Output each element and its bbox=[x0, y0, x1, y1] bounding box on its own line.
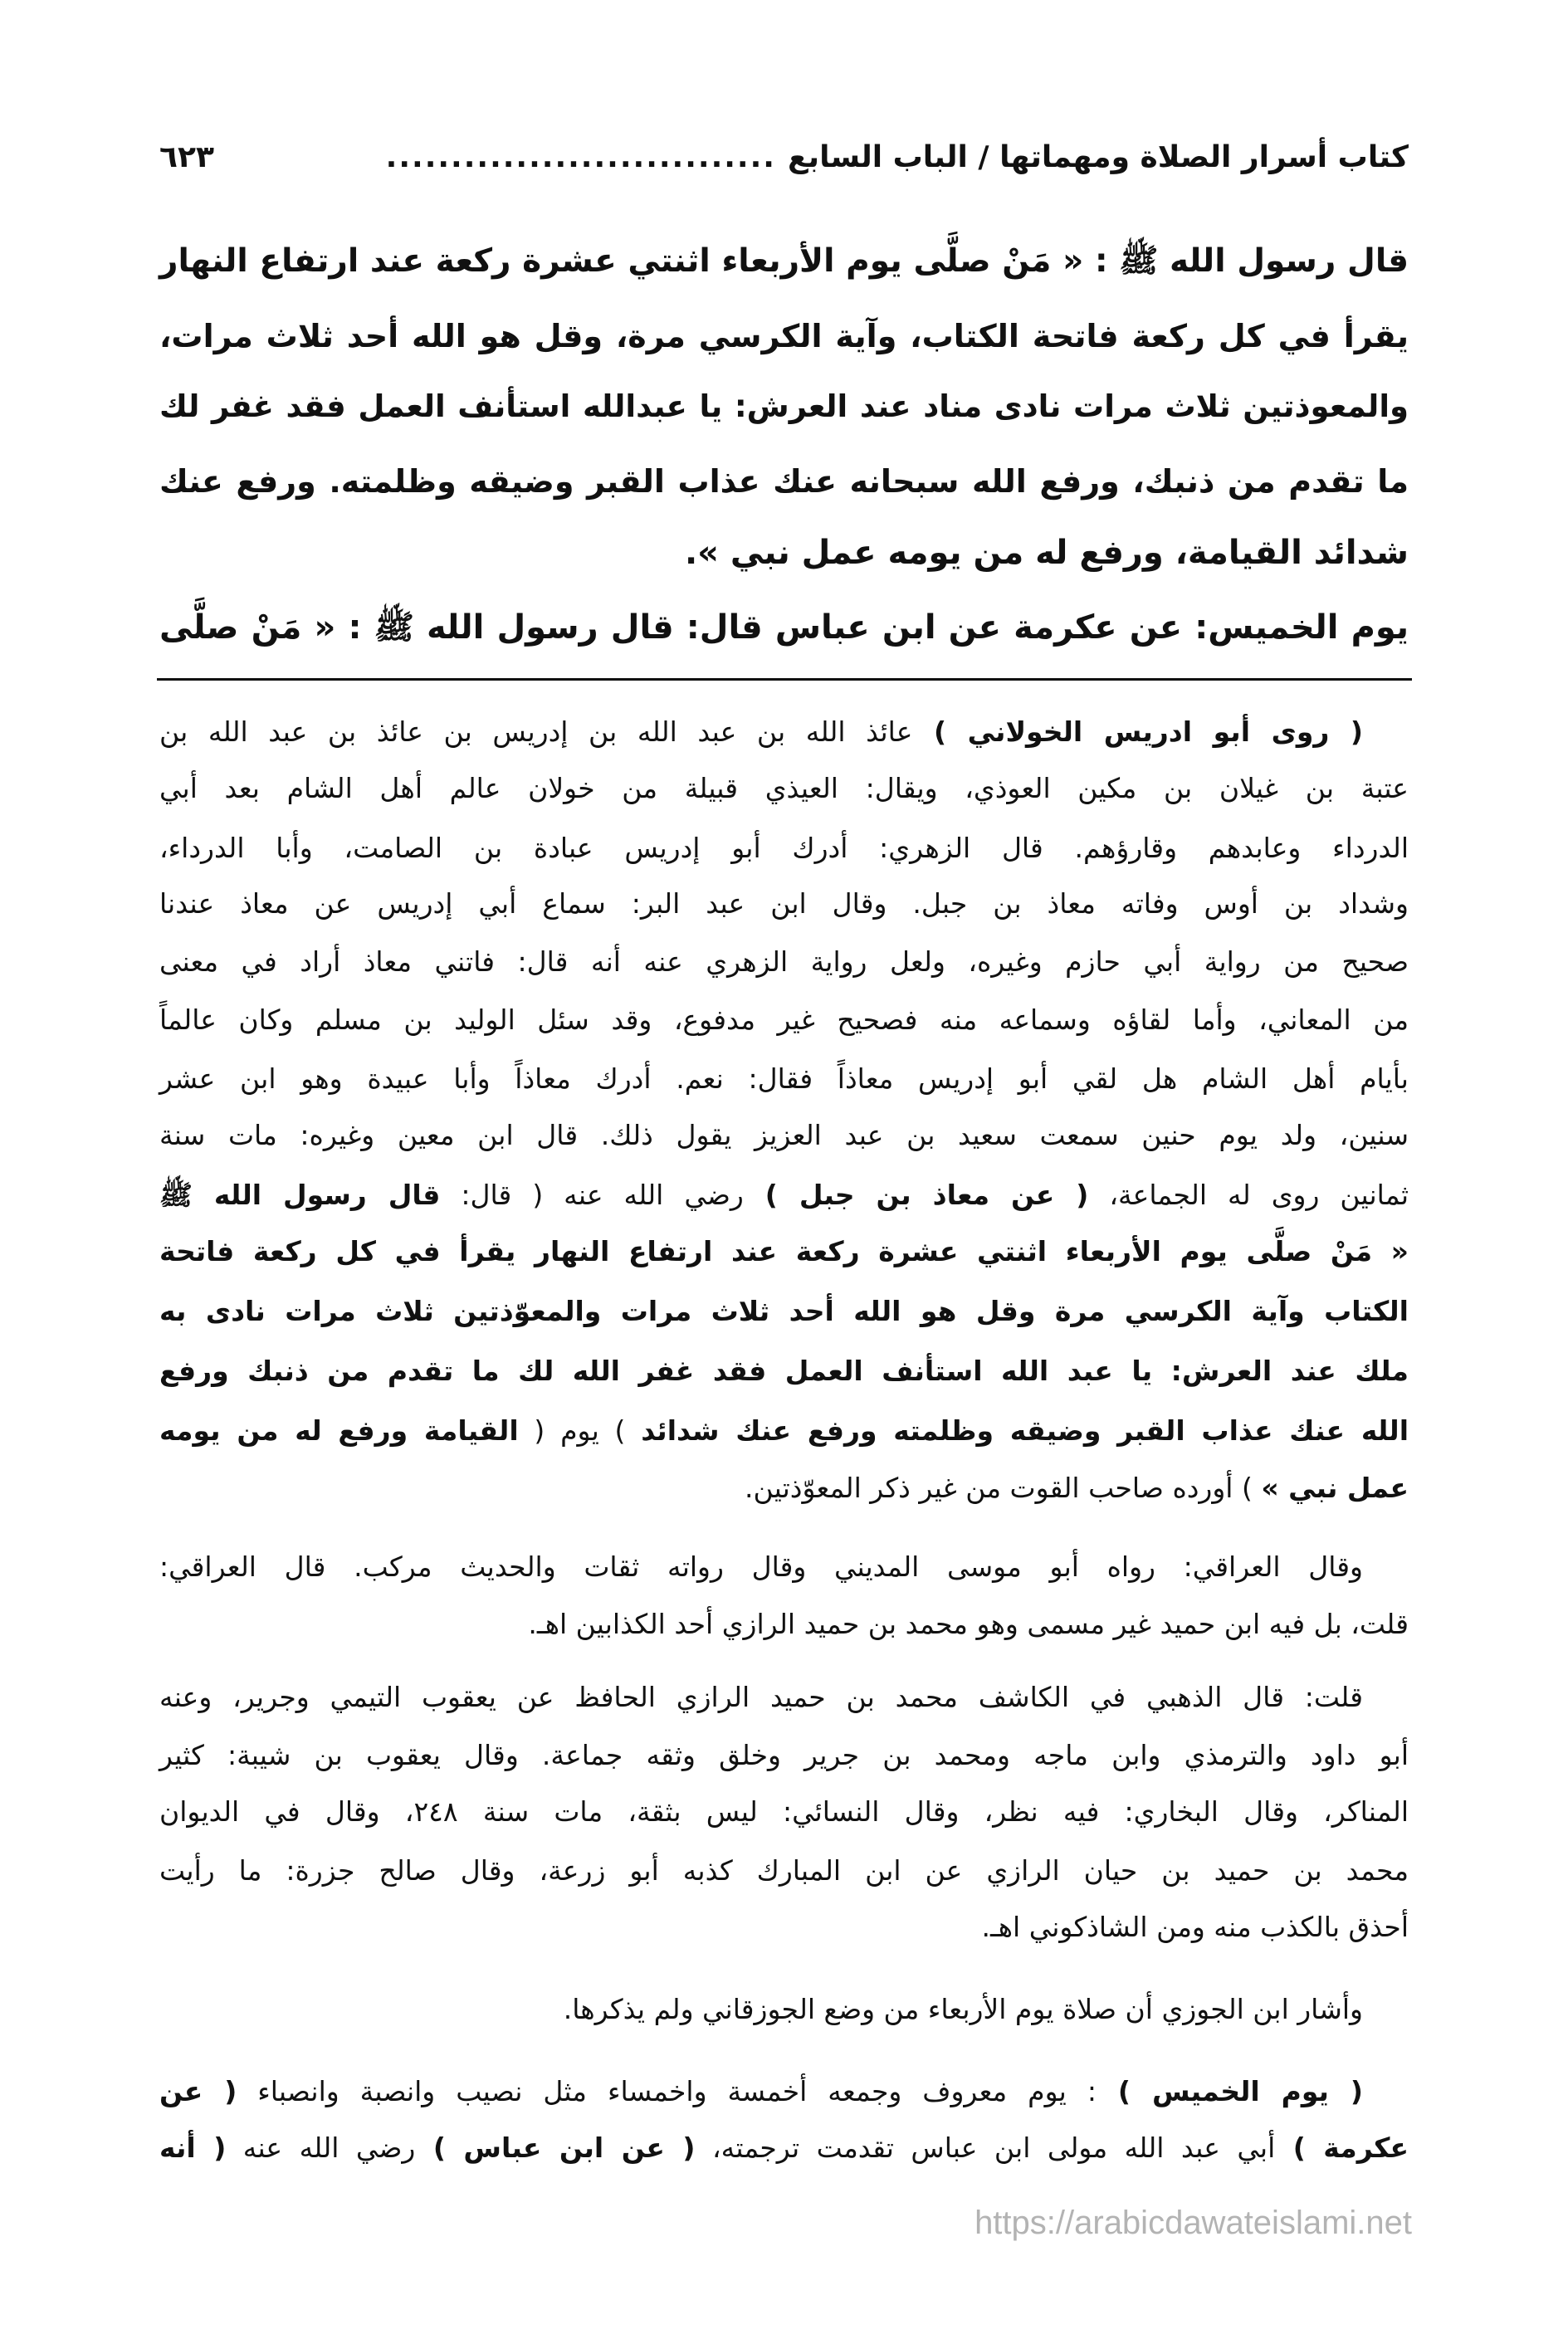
text-segment: ) يوم ( bbox=[518, 1414, 642, 1447]
footnote-line bbox=[159, 1726, 1409, 1785]
footnote-line bbox=[159, 1222, 1409, 1282]
text-line bbox=[159, 232, 1409, 291]
bold-text-segment: « مَنْ صلَّى يوم الأربعاء اثنتي عشرة ركعة عند ارتفاع النهار يقرأ في كل ركعة فاتحة bbox=[159, 1235, 1409, 1267]
text-segment: ما تقدم من ذنبك، ورفع الله سبحانه عنك عذاب القبر وضيقه وظلمته. ورفع عنك bbox=[159, 463, 1409, 500]
footnote-line bbox=[159, 818, 1409, 878]
text-segment: سنين، ولد يوم حنين سمعت سعيد بن عبد العزيز يقول ذلك. قال ابن معين وغيره: مات سنة bbox=[159, 1119, 1409, 1151]
footnote-line bbox=[159, 2118, 1409, 2178]
text-line bbox=[159, 306, 1409, 366]
footnote-line bbox=[159, 1668, 1409, 1727]
text-line bbox=[159, 452, 1409, 511]
bold-text-segment: القيامة ورفع له من يومه bbox=[159, 1414, 519, 1447]
footnote-line bbox=[159, 1165, 1409, 1225]
footnote-line bbox=[159, 759, 1409, 818]
bold-text-segment: الكتاب وآية الكرسي مرة وقل هو الله أحد ثلاث مرات والمعوّذتين ثلاث مرات نادى به bbox=[159, 1295, 1409, 1327]
bold-text-segment: عكرمة ) bbox=[1275, 2132, 1409, 2164]
text-segment: الدرداء وعابدهم وقارؤهم. قال الزهري: أدرك أبو إدريس عبادة بن الصامت، وأبا الدرداء، bbox=[159, 832, 1409, 864]
text-line bbox=[159, 523, 1409, 583]
footnote-line bbox=[159, 1049, 1409, 1109]
watermark: https://arabicdawateislami.net bbox=[975, 2205, 1412, 2241]
bold-text-segment: ملك عند العرش: يا عبد الله استأنف العمل فقد غفر الله لك ما تقدم من ذنبك ورفع bbox=[159, 1355, 1409, 1387]
bold-text-segment: ( أنه bbox=[159, 2132, 227, 2164]
text-segment: عتبة بن غيلان بن مكين العوذي، ويقال: العيذي قبيلة من خولان عالم أهل الشام بعد أبي bbox=[159, 772, 1409, 804]
footnote-line bbox=[159, 932, 1409, 992]
footnote-line bbox=[159, 702, 1409, 762]
text-segment: أبي عبد الله مولى ابن عباس تقدمت ترجمته، bbox=[695, 2132, 1276, 2164]
bold-text-segment: يوم الخميس: bbox=[1182, 608, 1409, 647]
footnote-line bbox=[159, 1594, 1409, 1654]
bold-text-segment: الله عنك عذاب القبر وضيقه وظلمته ورفع عنك شدائد bbox=[641, 1414, 1409, 1447]
footnote-line bbox=[159, 1782, 1409, 1842]
text-segment: ) أورده صاحب القوت من غير ذكر المعوّذتين. bbox=[745, 1472, 1262, 1504]
header-title: كتاب أسرار الصلاة ومهماتها / الباب السابع bbox=[787, 140, 1409, 174]
text-segment: يقرأ في كل ركعة فاتحة الكتاب، وآية الكرسي مرة، وقل هو الله أحد ثلاث مرات، bbox=[159, 318, 1409, 354]
footnote-line bbox=[159, 2062, 1409, 2122]
text-segment: ثمانين روى له الجماعة، bbox=[1088, 1179, 1409, 1211]
text-segment: أحذق بالكذب منه ومن الشاذكوني اهـ. bbox=[981, 1911, 1409, 1943]
footnote-line bbox=[159, 1282, 1409, 1341]
text-segment: صحيح من رواية أبي حازم وغيره، ولعل رواية الزهري عنه أنه قال: فاتني معاذ أراد في معنى bbox=[159, 945, 1409, 978]
text-segment: المناكر، وقال البخاري: فيه نظر، وقال النسائي: ليس بثقة، مات سنة ٢٤٨، وقال في الديوان bbox=[159, 1795, 1409, 1828]
footnote-line bbox=[159, 1537, 1409, 1597]
text-line bbox=[159, 377, 1409, 437]
text-segment: رضي الله عنه bbox=[226, 2132, 416, 2164]
bold-text-segment: ( يوم الخميس ) bbox=[1096, 2075, 1363, 2107]
bold-text-segment: عمل نبي » bbox=[1261, 1472, 1409, 1504]
text-segment: قلت، بل فيه ابن حميد غير مسمى وهو محمد بن حميد الرازي أحد الكذابين اهـ. bbox=[528, 1608, 1409, 1640]
text-segment: رضي الله عنه ( قال: bbox=[440, 1179, 744, 1211]
text-segment: قال رسول الله ﷺ : « مَنْ صلَّى يوم الأربعاء اثنتي عشرة ركعة عند ارتفاع النهار bbox=[159, 242, 1409, 280]
text-line bbox=[159, 598, 1409, 657]
text-segment: وأشار ابن الجوزي أن صلاة يوم الأربعاء من وضع الجوزقاني ولم يذكرها. bbox=[563, 1993, 1363, 2025]
footnote-line bbox=[159, 1980, 1409, 2039]
footnote-line bbox=[159, 1841, 1409, 1901]
text-segment: عن عكرمة عن ابن عباس قال: قال رسول الله ﷺ : « مَنْ صلَّى bbox=[159, 608, 1183, 647]
text-segment: قلت: قال الذهبي في الكاشف محمد بن حميد الرازي الحافظ عن يعقوب التيمي وجرير، وعنه bbox=[159, 1681, 1363, 1713]
text-segment: من المعاني، وأما لقاؤه وسماعه منه فصحيح غير مدفوع، وقد سئل الوليد بن مسلم وكان عالماً bbox=[159, 1004, 1409, 1036]
bold-text-segment: ( عن ابن عباس ) bbox=[415, 2132, 696, 2164]
bold-text-segment: ( عن bbox=[159, 2075, 237, 2107]
footnote-divider bbox=[157, 678, 1412, 681]
bold-text-segment: قال رسول الله ﷺ bbox=[159, 1179, 441, 1211]
footnote-line bbox=[159, 1106, 1409, 1165]
footnote-line bbox=[159, 1341, 1409, 1401]
text-segment: وقال العراقي: رواه أبو موسى المديني وقال رواته ثقات والحديث مركب. قال العراقي: bbox=[159, 1550, 1363, 1583]
page-number: ٦٢٣ bbox=[159, 140, 214, 174]
text-segment: والمعوذتين ثلاث مرات نادى مناد عند العرش: يا عبدالله استأنف العمل فقد غفر لك bbox=[159, 388, 1409, 424]
footnote-line bbox=[159, 1401, 1409, 1461]
running-header bbox=[159, 131, 1409, 184]
text-segment: : يوم معروف وجمعه أخمسة واخمساء مثل نصيب وانصبة وانصباء bbox=[237, 2075, 1097, 2107]
footnote-line bbox=[159, 1897, 1409, 1957]
text-segment: بأيام أهل الشام هل لقي أبو إدريس معاذاً فقال: نعم. أدرك معاذاً وأبا عبيدة وهو ابن عشر bbox=[159, 1062, 1409, 1095]
text-segment: وشداد بن أوس وفاته معاذ بن جبل. وقال ابن عبد البر: سماع أبي إدريس عن معاذ عندنا bbox=[159, 887, 1409, 920]
text-segment: عائذ الله بن عبد الله بن إدريس بن عائذ بن عبد الله بن bbox=[159, 715, 913, 748]
header-leader-dots: .............................. bbox=[385, 140, 776, 174]
text-segment: محمد بن حميد بن حيان الرازي عن ابن المبارك كذبه أبو زرعة، وقال صالح جزرة: ما رأيت bbox=[159, 1854, 1409, 1887]
bold-text-segment: ( روى أبو ادريس الخولاني ) bbox=[912, 715, 1363, 748]
bold-text-segment: ( عن معاذ بن جبل ) bbox=[743, 1179, 1089, 1211]
text-segment: شدائد القيامة، ورفع له من يومه عمل نبي ». bbox=[684, 534, 1409, 572]
footnote-line bbox=[159, 874, 1409, 934]
text-segment: أبو داود والترمذي وابن ماجه ومحمد بن جرير وخلق وثقه جماعة. وقال يعقوب بن شيبة: كثير bbox=[159, 1739, 1409, 1771]
footnote-line bbox=[159, 1458, 1409, 1518]
footnote-line bbox=[159, 990, 1409, 1050]
